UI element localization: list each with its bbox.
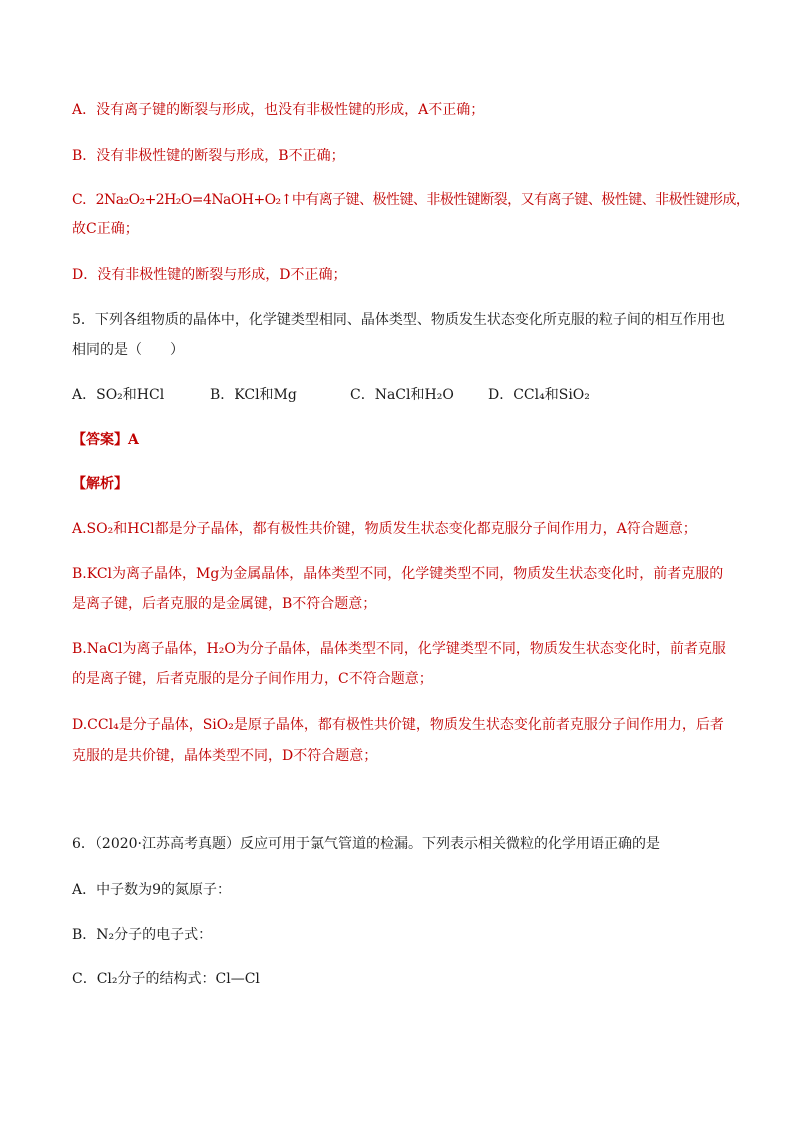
prev-analysis-a: A．没有离子键的断裂与形成，也没有非极性键的形成，A不正确； [72,102,485,118]
q6-option-b: B．N₂分子的电子式： [72,927,213,943]
q5-analysis-line: A.SO₂和HCl都是分子晶体，都有极性共价键，物质发生状态变化都克服分子间作用力，A符合题意； [72,521,697,537]
q5-options [72,385,590,405]
q5-analysis-line: 克服的是共价键，晶体类型不同，D不符合题意； [72,748,378,764]
q5-analysis-line: 是离子键，后者克服的是金属键，B不符合题意； [72,596,377,612]
q5-analysis-line: B.NaCl为离子晶体，H₂O为分子晶体，晶体类型不同，化学键类型不同，物质发生状态变化时，前者克服 [72,641,726,657]
q5-answer-label: 【答案】A [72,432,139,448]
prev-analysis-c-line1: C．2Na₂O₂+2H₂O=4NaOH+O₂↑中有离子键、极性键、非极性键断裂，又有离子键、极性键、非极性键形成， [72,192,750,208]
q5-option-c: C．NaCl和H₂O [350,387,454,403]
q6-option-c: C．Cl₂分子的结构式：Cl—Cl [72,971,260,987]
q5-analysis-line: B.KCl为离子晶体，Mg为金属晶体，晶体类型不同，化学键类型不同，物质发生状态变化时，前者克服的 [72,566,724,582]
q6-option-a: A．中子数为9的氮原子： [72,882,232,898]
q5-stem-line1: 5．下列各组物质的晶体中，化学键类型相同、晶体类型、物质发生状态变化所克服的粒子间的相互作用也 [72,312,725,328]
prev-analysis-b: B．没有非极性键的断裂与形成，B不正确； [72,148,345,164]
q5-analysis-line: 的是离子键，后者克服的是分子间作用力，C不符合题意； [72,671,433,687]
prev-analysis-d: D．没有非极性键的断裂与形成，D不正确； [72,267,347,283]
q5-option-d: D．CCl₄和SiO₂ [488,387,590,403]
q5-analysis-label: 【解析】 [72,476,128,492]
q6-stem: 6．（2020·江苏高考真题）反应可用于氯气管道的检漏。下列表示相关微粒的化学用语正确的是 [72,836,660,852]
q5-option-a: A．SO₂和HCl [72,387,165,403]
q5-option-b: B．KCl和Mg [210,387,297,403]
q5-stem-line2: 相同的是（ ） [72,342,184,358]
prev-analysis-c-line2: 故C正确； [72,221,139,237]
q5-analysis-line: D.CCl₄是分子晶体，SiO₂是原子晶体，都有极性共价键，物质发生状态变化前者克服分子间作用力，后者 [72,717,724,733]
